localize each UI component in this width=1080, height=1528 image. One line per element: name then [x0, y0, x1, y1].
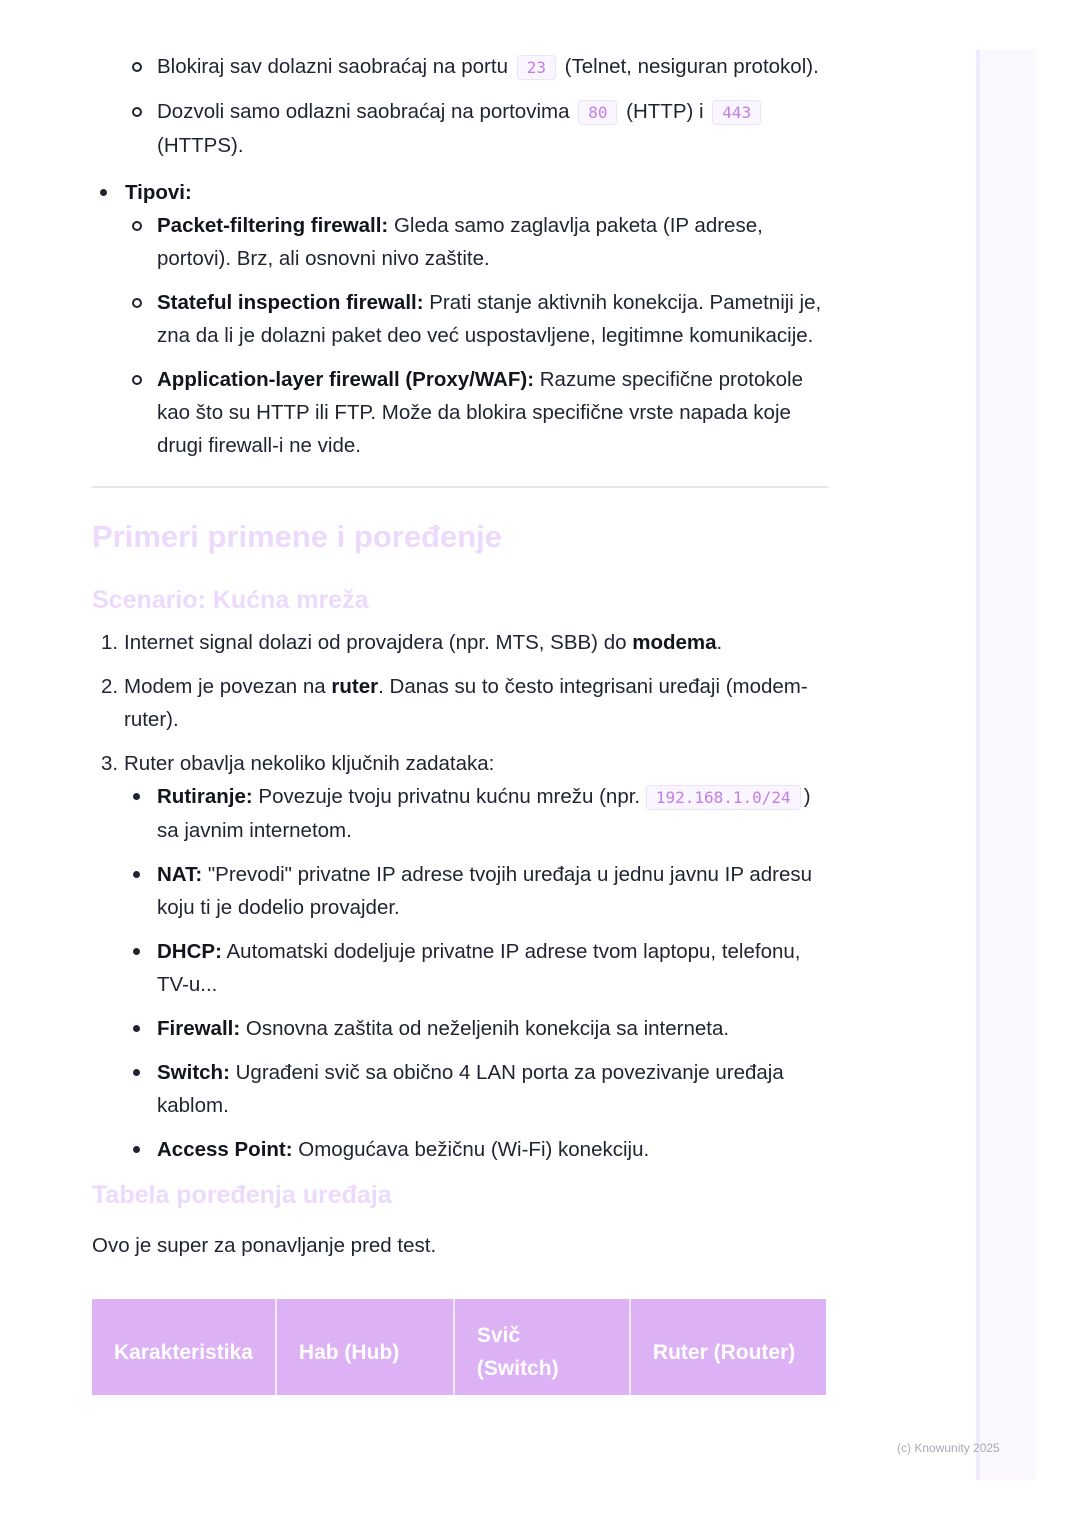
list-item [92, 176, 828, 462]
scenario-title: Scenario: Kućna mreža [92, 586, 369, 614]
rule-text: Blokiraj sav dolazni saobraćaj na portu [157, 55, 508, 78]
firewall-rule-list [92, 50, 828, 162]
subnet-code: 192.168.1.0/24 [646, 785, 801, 810]
port-code: 23 [517, 55, 556, 80]
list-item [125, 209, 828, 275]
scenario-steps [92, 626, 828, 1166]
type-description: Prati stanje aktivnih konekcija. Pametniji je, zna da li je dolazni paket deo već uspostavljene, legitimne komunikacije. [157, 291, 822, 347]
comparison-title: Tabela poređenja uređaja [92, 1181, 392, 1209]
list-item [92, 50, 828, 84]
task-description: Povezuje tvoju privatnu kućnu mrežu (npr. [258, 785, 641, 808]
list-item [92, 626, 828, 659]
router-tasks [124, 780, 828, 1166]
section-title: Primeri primene i poređenje [92, 519, 503, 554]
type-description: Razume specifične protokole kao što su HTTP ili FTP. Može da blokira specifične vrste napada koje drugi firewall-i ne vide. [157, 368, 803, 457]
table-header-cell: Karakteristika [92, 1299, 276, 1395]
firewall-types [125, 209, 828, 462]
rule-text: (HTTPS). [157, 134, 244, 157]
task-description: "Prevodi" privatne IP adrese tvojih uređaja u jednu javnu IP adresu koju ti je dodelio provajder. [157, 863, 812, 919]
list-item [92, 670, 828, 736]
list-item [124, 1056, 828, 1122]
copyright-footer: (c) Knowunity 2025 [897, 1441, 1000, 1455]
step-number: 2. [101, 675, 119, 698]
task-description: Automatski dodeljuje privatne IP adrese tvom laptopu, telefonu, TV-u... [157, 940, 801, 996]
types-label: Tipovi: [125, 181, 192, 204]
document-content [92, 50, 828, 1395]
step-text: . Danas su to često integrisani uređaji (modem-ruter). [124, 675, 808, 731]
step-emphasis: modema [632, 631, 717, 654]
task-description: Osnovna zaštita od neželjenih konekcija sa interneta. [245, 1017, 730, 1040]
task-term: Firewall: [157, 1017, 241, 1040]
step-number: 1. [101, 631, 119, 654]
task-description: Ugrađeni svič sa obično 4 LAN porta za povezivanje uređaja kablom. [157, 1061, 784, 1117]
task-description: Omogućava bežičnu (Wi-Fi) konekciju. [298, 1138, 650, 1161]
section-divider [92, 486, 828, 488]
list-item [124, 858, 828, 924]
task-term: Rutiranje: [157, 785, 253, 808]
right-sidebar [976, 50, 1036, 1480]
step-text: Ruter obavlja nekoliko ključnih zadataka: [124, 752, 495, 775]
type-term: Application-layer firewall (Proxy/WAF): [157, 368, 535, 391]
task-term: Access Point: [157, 1138, 293, 1161]
list-item [124, 935, 828, 1001]
list-item [92, 747, 828, 1166]
comparison-intro: Ovo je super za ponavljanje pred test. [92, 1234, 437, 1257]
step-text: Internet signal dolazi od provajdera (npr. MTS, SBB) do [124, 631, 627, 654]
list-item [125, 286, 828, 352]
table-header-cell: Hab (Hub) [276, 1299, 454, 1395]
list-item [92, 95, 828, 162]
rule-text: Dozvoli samo odlazni saobraćaj na portovima [157, 100, 570, 123]
task-term: Switch: [157, 1061, 230, 1084]
step-text: . [716, 631, 723, 654]
type-term: Packet-filtering firewall: [157, 214, 389, 237]
comparison-table [92, 1299, 826, 1395]
task-term: DHCP: [157, 940, 222, 963]
task-description: ) sa javnim internetom. [157, 785, 811, 842]
port-code: 80 [578, 100, 617, 125]
table-header-cell: Svič (Switch) [454, 1299, 630, 1395]
step-text: Modem je povezan na [124, 675, 326, 698]
port-code: 443 [712, 100, 761, 125]
rule-text: (Telnet, nesiguran protokol). [564, 55, 819, 78]
step-emphasis: ruter [331, 675, 379, 698]
types-list [92, 176, 828, 462]
step-number: 3. [101, 752, 119, 775]
type-term: Stateful inspection firewall: [157, 291, 424, 314]
table-header-cell: Ruter (Router) [630, 1299, 826, 1395]
list-item [125, 363, 828, 462]
list-item [124, 780, 828, 847]
rule-text: (HTTP) i [626, 100, 704, 123]
table-header-row [92, 1299, 826, 1395]
type-description: Gleda samo zaglavlja paketa (IP adrese, portovi). Brz, ali osnovni nivo zaštite. [157, 214, 763, 270]
task-term: NAT: [157, 863, 203, 886]
list-item [124, 1133, 828, 1166]
list-item [124, 1012, 828, 1045]
